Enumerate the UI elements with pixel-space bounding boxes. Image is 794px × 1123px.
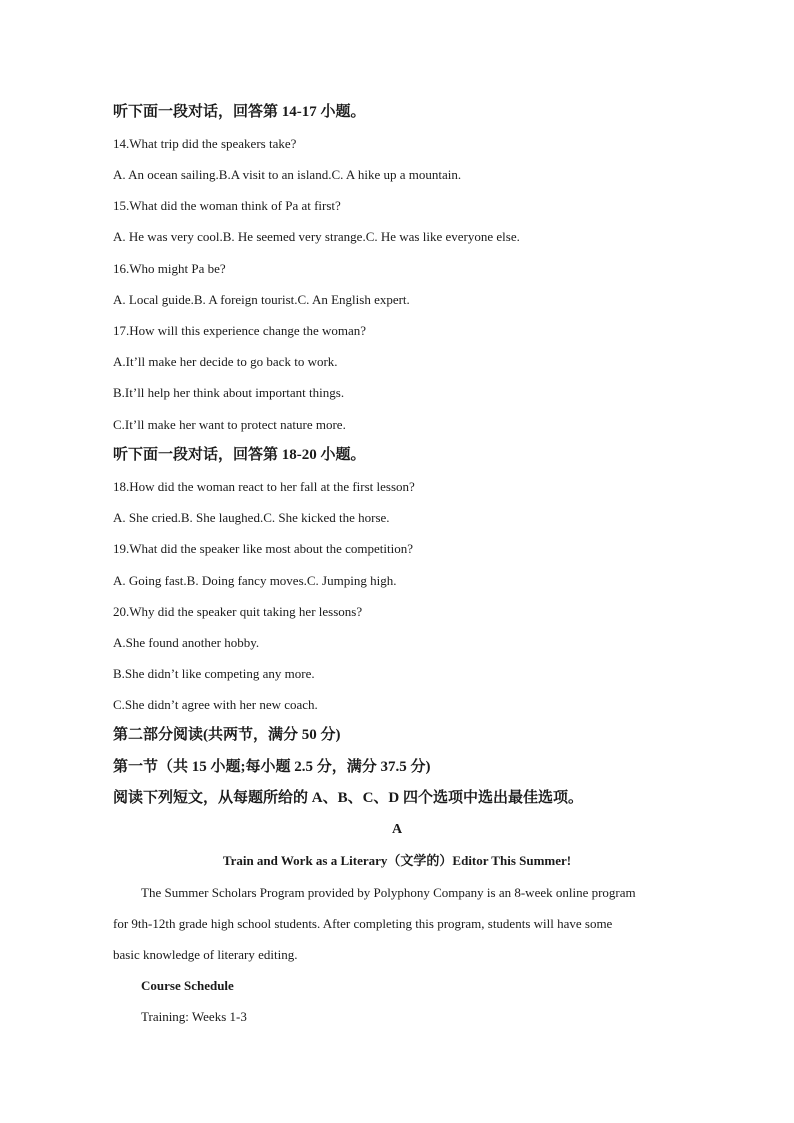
passage-paragraph-line-1: The Summer Scholars Program provided by Polyphony Company is an 8-week online program — [141, 885, 636, 900]
question-18-stem: 18.How did the woman react to her fall at the first lesson? — [113, 479, 415, 494]
question-17-option-a: A.It’ll make her decide to go back to work. — [113, 354, 338, 369]
course-schedule-heading: Course Schedule — [141, 978, 234, 993]
question-20-option-b: B.She didn’t like competing any more. — [113, 666, 315, 681]
question-16-stem: 16.Who might Pa be? — [113, 261, 226, 276]
passage-paragraph-line-2: for 9th-12th grade high school students. After completing this program, students will have some — [113, 916, 613, 931]
question-14-stem: 14.What trip did the speakers take? — [113, 136, 297, 151]
question-15-options: A. He was very cool.B. He seemed very strange.C. He was like everyone else. — [113, 229, 520, 244]
question-20-stem: 20.Why did the speaker quit taking her lessons? — [113, 604, 363, 619]
passage-letter: A — [391, 822, 403, 837]
section-heading-18-20: 听下面一段对话，回答第 18-20 小题。 — [113, 447, 366, 463]
question-18-options: A. She cried.B. She laughed.C. She kicked the horse. — [113, 510, 390, 525]
question-20-option-c: C.She didn’t agree with her new coach. — [113, 697, 318, 712]
part-two-heading: 第二部分阅读(共两节，满分 50 分) — [113, 727, 341, 743]
section-one-heading: 第一节（共 15 小题;每小题 2.5 分，满分 37.5 分) — [113, 759, 431, 775]
section-heading-14-17: 听下面一段对话，回答第 14-17 小题。 — [113, 104, 366, 120]
question-14-options: A. An ocean sailing.B.A visit to an island.C. A hike up a mountain. — [113, 167, 462, 182]
question-19-stem: 19.What did the speaker like most about the competition? — [113, 541, 414, 556]
passage-title: Train and Work as a Literary（文学的）Editor This Summer! — [222, 853, 572, 868]
question-17-option-c: C.It’ll make her want to protect nature more. — [113, 417, 346, 432]
passage-paragraph-line-3: basic knowledge of literary editing. — [113, 947, 298, 962]
question-15-stem: 15.What did the woman think of Pa at first? — [113, 198, 341, 213]
training-weeks: Training: Weeks 1-3 — [141, 1009, 247, 1024]
question-17-option-b: B.It’ll help her think about important things. — [113, 385, 345, 400]
question-16-options: A. Local guide.B. A foreign tourist.C. An English expert. — [113, 292, 410, 307]
question-20-option-a: A.She found another hobby. — [113, 635, 260, 650]
question-17-stem: 17.How will this experience change the woman? — [113, 323, 367, 338]
reading-instructions: 阅读下列短文，从每题所给的 A、B、C、D 四个选项中选出最佳选项。 — [113, 790, 584, 806]
question-19-options: A. Going fast.B. Doing fancy moves.C. Jumping high. — [113, 573, 397, 588]
